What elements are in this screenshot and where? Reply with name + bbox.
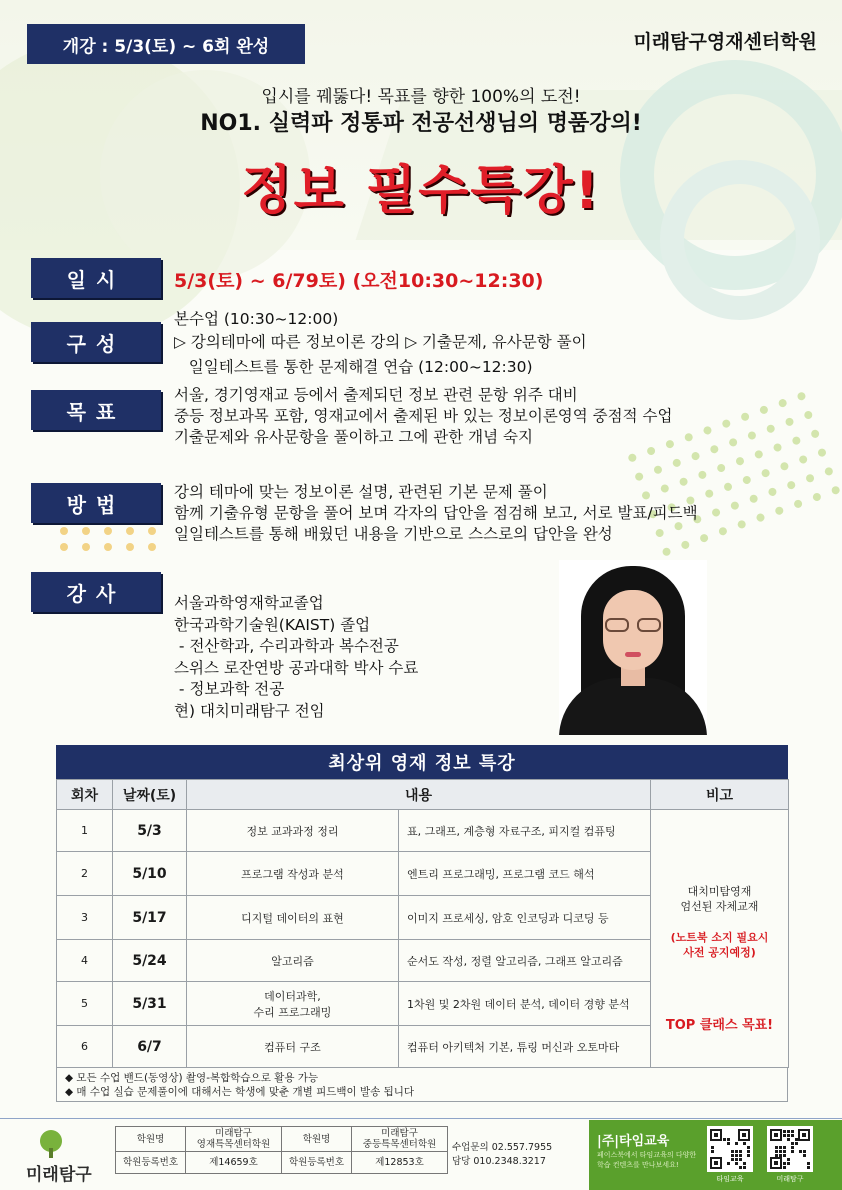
goal-line: 중등 정보과목 포함, 영재교에서 출제된 바 있는 정보이론영역 중점적 수업	[174, 407, 673, 425]
round-cell: 2	[57, 852, 113, 896]
footer-divider	[0, 1118, 842, 1119]
topic-cell: 디지털 데이터의 표현	[187, 896, 399, 940]
dot	[767, 487, 777, 497]
dot	[796, 391, 806, 401]
date-cell: 5/17	[113, 896, 187, 940]
teacher-line: - 정보과학 전공	[174, 680, 285, 698]
footnote: ◆ 매 수업 실습 문제풀이에 대해서는 학생에 맞춘 개별 피드백이 발송 됩니다	[65, 1086, 415, 1098]
header-date: 날짜(토)	[113, 780, 187, 810]
note-main: 대치미탐영재 엄선된 자체교재	[680, 885, 759, 913]
detail-cell: 엔트리 프로그래밍, 프로그램 코드 해석	[399, 852, 651, 896]
dot	[148, 527, 156, 535]
decorative-dots	[60, 527, 156, 551]
dot	[104, 527, 112, 535]
dot	[735, 456, 745, 466]
detail-cell: 1차원 및 2차원 데이터 분석, 데이터 경향 분석	[399, 982, 651, 1026]
dot	[740, 412, 750, 422]
reg-label: 학원등록번호	[116, 1152, 186, 1174]
dot	[755, 512, 765, 522]
reg-value: 미래탐구 중등특목센터학원	[352, 1127, 448, 1152]
registration-table	[115, 1126, 448, 1174]
teacher-line: 서울과학영재학교졸업	[174, 594, 324, 612]
dot	[831, 485, 841, 495]
topic-cell: 프로그램 작성과 분석	[187, 852, 399, 896]
reg-label: 학원등록번호	[282, 1152, 352, 1174]
qr-code-icon[interactable]	[707, 1126, 753, 1172]
dot	[812, 492, 822, 502]
dot	[702, 425, 712, 435]
contact-phone: 수업문의 02.557.7955	[452, 1142, 553, 1153]
dot	[728, 437, 738, 447]
note-top-class: TOP 클래스 목표!	[665, 1018, 774, 1033]
goal-line: 기출문제와 유사문항을 풀이하고 그에 관한 개념 숙지	[174, 428, 533, 446]
opening-date-badge: 개강 : 5/3(토) ~ 6회 완성	[27, 24, 305, 64]
schedule-text: 5/3(토) ~ 6/79토) (오전10:30~12:30)	[174, 270, 544, 292]
qr-label: 미래탐구	[776, 1175, 804, 1183]
note-laptop: (노트북 소지 필요시 사전 공지예정)	[670, 931, 769, 959]
dot	[684, 432, 694, 442]
dot	[716, 463, 726, 473]
dot	[653, 465, 663, 475]
dot	[60, 527, 68, 535]
date-cell: 5/10	[113, 852, 187, 896]
section-label-method: 방법	[31, 483, 161, 523]
dot	[786, 480, 796, 490]
footnote: ◆ 모든 수업 밴드(동영상) 촬영-복합학습으로 활용 가능	[65, 1072, 319, 1084]
date-cell: 6/7	[113, 1026, 187, 1068]
dot	[126, 527, 134, 535]
detail-cell: 이미지 프로세싱, 암호 인코딩과 디코딩 등	[399, 896, 651, 940]
dot	[721, 418, 731, 428]
detail-cell: 표, 그래프, 계층형 자료구조, 피지컬 컴퓨팅	[399, 810, 651, 852]
dot	[718, 526, 728, 536]
dot	[810, 429, 820, 439]
academy-name: 미래탐구영재센터학원	[633, 31, 817, 53]
date-cell: 5/3	[113, 810, 187, 852]
date-cell: 5/31	[113, 982, 187, 1026]
dot	[661, 547, 671, 557]
dot	[793, 499, 803, 509]
reg-label: 학원명	[116, 1127, 186, 1152]
header-content: 내용	[187, 780, 651, 810]
qr-label: 타임교육	[716, 1175, 744, 1183]
teacher-line: 스위스 로잔연방 공과대학 박사 수료	[174, 658, 419, 677]
dot	[104, 543, 112, 551]
dot	[148, 543, 156, 551]
round-cell: 1	[57, 810, 113, 852]
note-cell	[651, 810, 789, 1068]
dot	[784, 417, 794, 427]
topic-cell: 컴퓨터 구조	[187, 1026, 399, 1068]
table-header-row	[57, 780, 789, 810]
reg-label: 학원명	[282, 1127, 352, 1152]
dot	[760, 468, 770, 478]
time-education-banner	[589, 1120, 842, 1190]
dot	[805, 473, 815, 483]
dot	[634, 471, 644, 481]
header-note: 비고	[651, 780, 789, 810]
schedule-table	[56, 745, 788, 1102]
composition-line: ▷ 강의테마에 따른 정보이론 강의 ▷ 기출문제, 유사문항 풀이	[174, 333, 587, 351]
dot	[730, 500, 740, 510]
teacher-text	[174, 593, 418, 722]
section-label-teacher: 강사	[31, 572, 161, 612]
main-title: 정보 필수특강!	[241, 161, 601, 221]
table-row	[57, 810, 789, 852]
method-line: 함께 기출유형 문항을 풀어 보며 각자의 답안을 점검해 보고, 서로 발표/피드백	[174, 504, 698, 522]
header-round: 회차	[57, 780, 113, 810]
date-cell: 5/24	[113, 940, 187, 982]
method-text	[174, 482, 698, 545]
round-cell: 3	[57, 896, 113, 940]
contact-info	[452, 1141, 552, 1169]
dot	[759, 405, 769, 415]
round-cell: 4	[57, 940, 113, 982]
dot	[766, 424, 776, 434]
dot	[747, 430, 757, 440]
table-title: 최상위 영재 정보 특강	[56, 745, 788, 779]
dot	[627, 453, 637, 463]
dot	[817, 447, 827, 457]
section-label-schedule: 일시	[31, 258, 161, 298]
dot	[803, 410, 813, 420]
dot	[754, 449, 764, 459]
goal-text	[174, 385, 672, 448]
dot	[723, 482, 733, 492]
round-cell: 5	[57, 982, 113, 1026]
dot	[699, 533, 709, 543]
mirae-logo	[26, 1128, 106, 1183]
method-line: 일일테스트를 통해 배웠던 내용을 기반으로 스스로의 답안을 완성	[174, 525, 613, 543]
section-label-composition: 구성	[31, 322, 161, 362]
dot	[60, 543, 68, 551]
teacher-line: 현) 대치미래탐구 전임	[174, 701, 325, 720]
teacher-line: - 전산학과, 수리과학과 복수전공	[174, 637, 399, 655]
dot	[779, 461, 789, 471]
dot	[772, 442, 782, 452]
qr-code-icon[interactable]	[767, 1126, 813, 1172]
teacher-line: 한국과학기술원(KAIST) 졸업	[174, 615, 371, 634]
goal-line: 서울, 경기영재교 등에서 출제되던 정보 관련 문항 위주 대비	[174, 386, 578, 404]
dot	[697, 470, 707, 480]
composition-line: 본수업 (10:30~12:00)	[174, 310, 339, 328]
dot	[82, 527, 90, 535]
dot	[749, 494, 759, 504]
section-label-goal: 목표	[31, 390, 161, 430]
dot	[709, 444, 719, 454]
composition-text	[174, 309, 587, 378]
dot	[672, 458, 682, 468]
topic-cell: 알고리즘	[187, 940, 399, 982]
composition-line: 일일테스트를 통한 문제해결 연습 (12:00~12:30)	[174, 358, 533, 376]
tagline: 입시를 꿰뚫다! 목표를 향한 100%의 도전!	[261, 87, 581, 107]
contact-manager: 담당 010.2348.3217	[452, 1156, 546, 1167]
topic-cell: 데이터과학, 수리 프로그래밍	[187, 982, 399, 1026]
dot	[82, 543, 90, 551]
schedule-grid	[56, 779, 789, 1068]
reg-value: 제12853호	[352, 1152, 448, 1174]
logo-text: 미래탐구	[26, 1165, 92, 1185]
sub-headline: NO1. 실력파 정통파 전공선생님의 명품강의!	[200, 111, 642, 136]
reg-value: 미래탐구 영재특목센터학원	[186, 1127, 282, 1152]
teacher-photo	[559, 560, 707, 735]
table-footnotes	[56, 1068, 788, 1102]
dot	[774, 506, 784, 516]
dot	[126, 543, 134, 551]
time-education-logo: |주|타임교육	[597, 1134, 670, 1149]
dot	[690, 451, 700, 461]
dot	[798, 454, 808, 464]
dot	[791, 436, 801, 446]
dot	[742, 475, 752, 485]
reg-value: 제14659호	[186, 1152, 282, 1174]
dot	[737, 519, 747, 529]
dot	[704, 489, 714, 499]
topic-cell: 정보 교과과정 정리	[187, 810, 399, 852]
method-line: 강의 테마에 맞는 정보이론 설명, 관련된 기본 문제 풀이	[174, 483, 548, 501]
detail-cell: 순서도 작성, 정렬 알고리즘, 그래프 알고리즘	[399, 940, 651, 982]
detail-cell: 컴퓨터 아키텍처 기본, 튜링 머신과 오토마타	[399, 1026, 651, 1068]
dot	[824, 466, 834, 476]
dot	[711, 507, 721, 517]
time-education-caption: 페이스북에서 타임교육의 다양한 학습 컨텐츠를 만나보세요!	[597, 1151, 697, 1169]
dot	[778, 398, 788, 408]
round-cell: 6	[57, 1026, 113, 1068]
